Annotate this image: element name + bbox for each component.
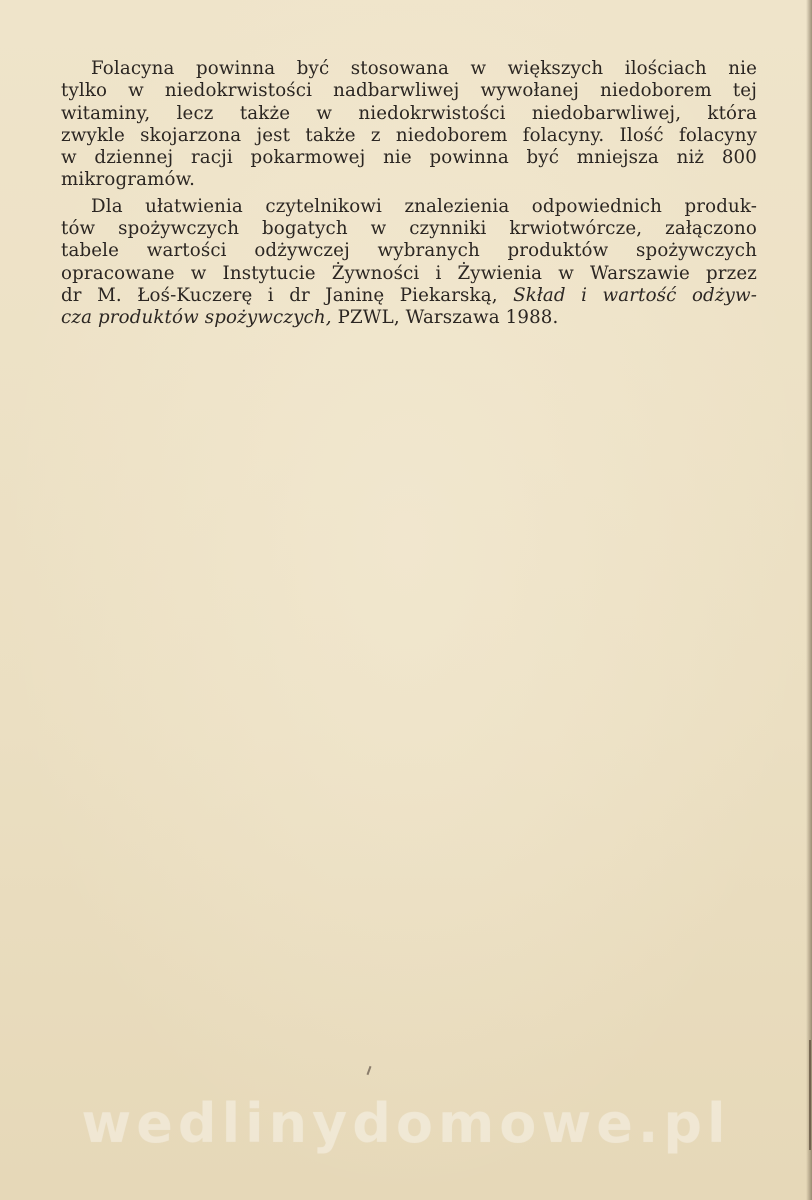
page-edge-shadow	[806, 0, 812, 1200]
text-line: Dla ułatwienia czytelnikowi znalezienia odpowiednich produk-	[91, 195, 757, 217]
text-line-citation	[61, 285, 757, 307]
text-line: tów spożywczych bogatych w czynniki krwiotwórcze, załączono	[61, 218, 757, 240]
text-line: mikrogramów.	[61, 169, 196, 191]
citation-title-part2: cza produktów spożywczych,	[61, 307, 332, 329]
text-line: opracowane w Instytucie Żywności i Żywienia w Warszawie przez	[61, 262, 757, 284]
paragraph-products-tables	[61, 196, 757, 330]
citation-publisher: PZWL, Warszawa 1988.	[331, 307, 559, 329]
text-line: Folacyna powinna być stosowana w większych ilościach nie	[91, 58, 757, 79]
paragraph-folacyna	[61, 58, 757, 192]
text-line: tylko w niedokrwistości nadbarwliwej wywołanej niedoborem tej	[61, 80, 757, 102]
text-line: zwykle skojarzona jest także z niedoborem folacyny. Ilość folacyny	[61, 124, 757, 146]
page-body-text	[61, 58, 757, 330]
text-line: tabele wartości odżywczej wybranych produktów spożywczych	[61, 240, 757, 262]
stray-ink-mark	[367, 1066, 372, 1075]
citation-title-part1: Skład i wartość odżyw-	[513, 284, 758, 306]
citation-authors: dr M. Łoś-Kuczerę i dr Janinę Piekarską,	[61, 284, 514, 306]
text-line-citation-end	[61, 307, 757, 329]
text-line: witaminy, lecz także w niedokrwistości niedobarwliwej, która	[61, 102, 757, 124]
page-edge-mark	[809, 1040, 811, 1150]
text-line: w dziennej racji pokarmowej nie powinna być mniejsza niż 800	[61, 147, 757, 169]
watermark-text: wedlinydomowe.pl	[81, 1092, 731, 1155]
